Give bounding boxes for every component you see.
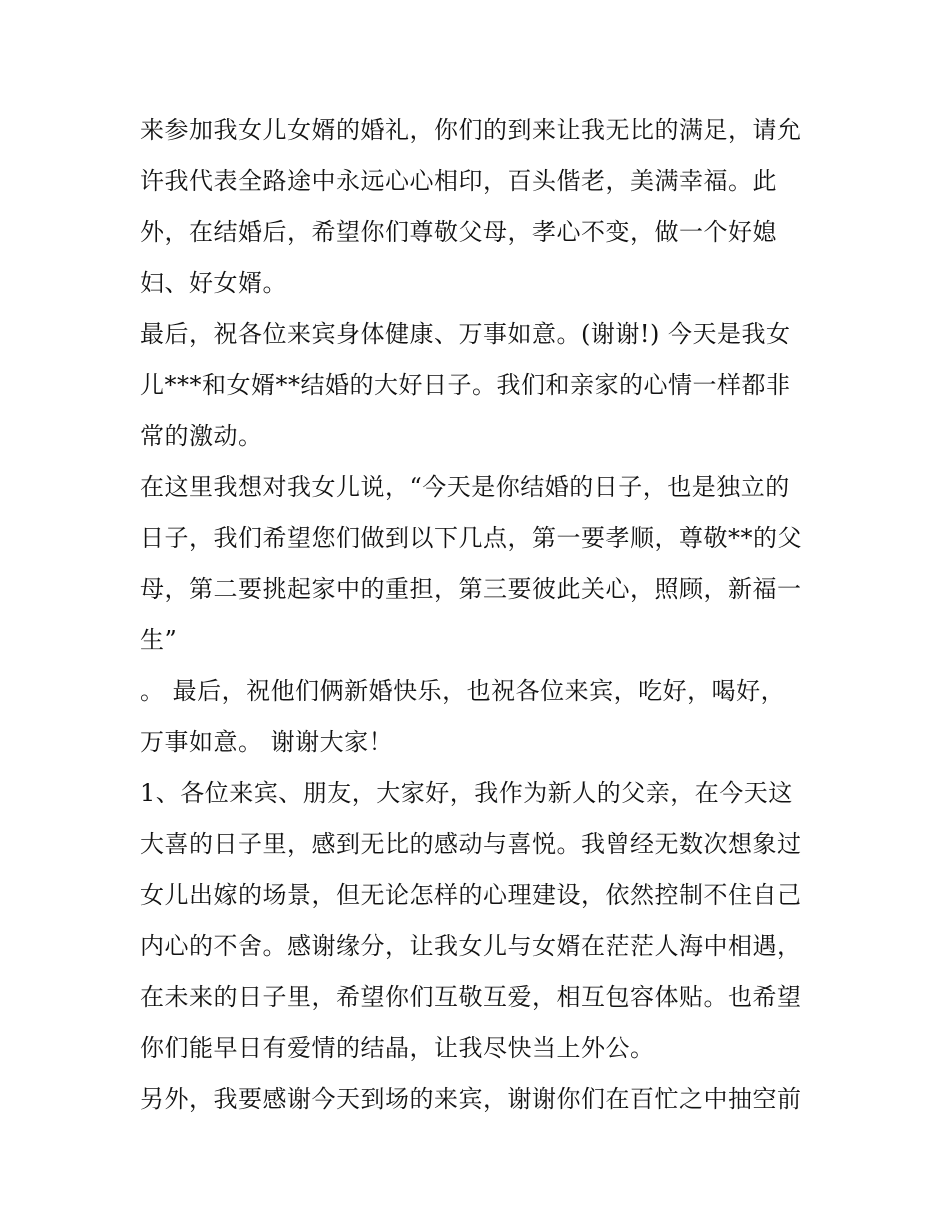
text-line: 。 最后，祝他们俩新婚快乐，也祝各位来宾，吃好，喝好， [140,677,786,705]
text-line: 1、各位来宾、朋友，大家好，我作为新人的父亲，在今天这 [140,779,793,807]
text-line: 你们能早日有爱情的结晶，让我尽快当上外公。 [140,1034,655,1062]
text-line: 来参加我女儿女婿的婚礼，你们的到来让我无比的满足，请允 [140,116,802,144]
text-line: 日子，我们希望您们做到以下几点，第一要孝顺，尊敬**的父 [140,524,802,552]
text-line: 大喜的日子里，感到无比的感动与喜悦。我曾经无数次想象过 [140,830,802,858]
text-line: 生” [140,626,178,654]
text-line: 儿***和女婿**结婚的大好日子。我们和亲家的心情一样都非 [140,371,791,399]
text-line: 母，第二要挑起家中的重担，第三要彼此关心，照顾，新福一 [140,575,802,603]
text-line: 在未来的日子里，希望你们互敬互爱，相互包容体贴。也希望 [140,983,802,1011]
text-line: 许我代表全路途中永远心心相印，百头偕老，美满幸福。此 [140,167,777,195]
document-body [140,105,820,1125]
text-line: 女儿出嫁的场景，但无论怎样的心理建设，依然控制不住自己 [140,881,802,909]
text-line: 另外，我要感谢今天到场的来宾，谢谢你们在百忙之中抽空前 [140,1085,802,1113]
text-line: 在这里我想对我女儿说，“今天是你结婚的日子，也是独立的 [140,473,790,501]
text-line: 外，在结婚后，希望你们尊敬父母，孝心不变，做一个好媳 [140,218,777,246]
text-line: 万事如意。 谢谢大家！ [140,728,394,756]
text-line: 妇、好女婿。 [140,269,287,297]
text-line: 常的激动。 [140,422,263,450]
text-line: 内心的不舍。感谢缘分，让我女儿与女婿在茫茫人海中相遇， [140,932,802,960]
text-line: 最后，祝各位来宾身体健康、万事如意。(谢谢!) 今天是我女 [140,320,791,348]
